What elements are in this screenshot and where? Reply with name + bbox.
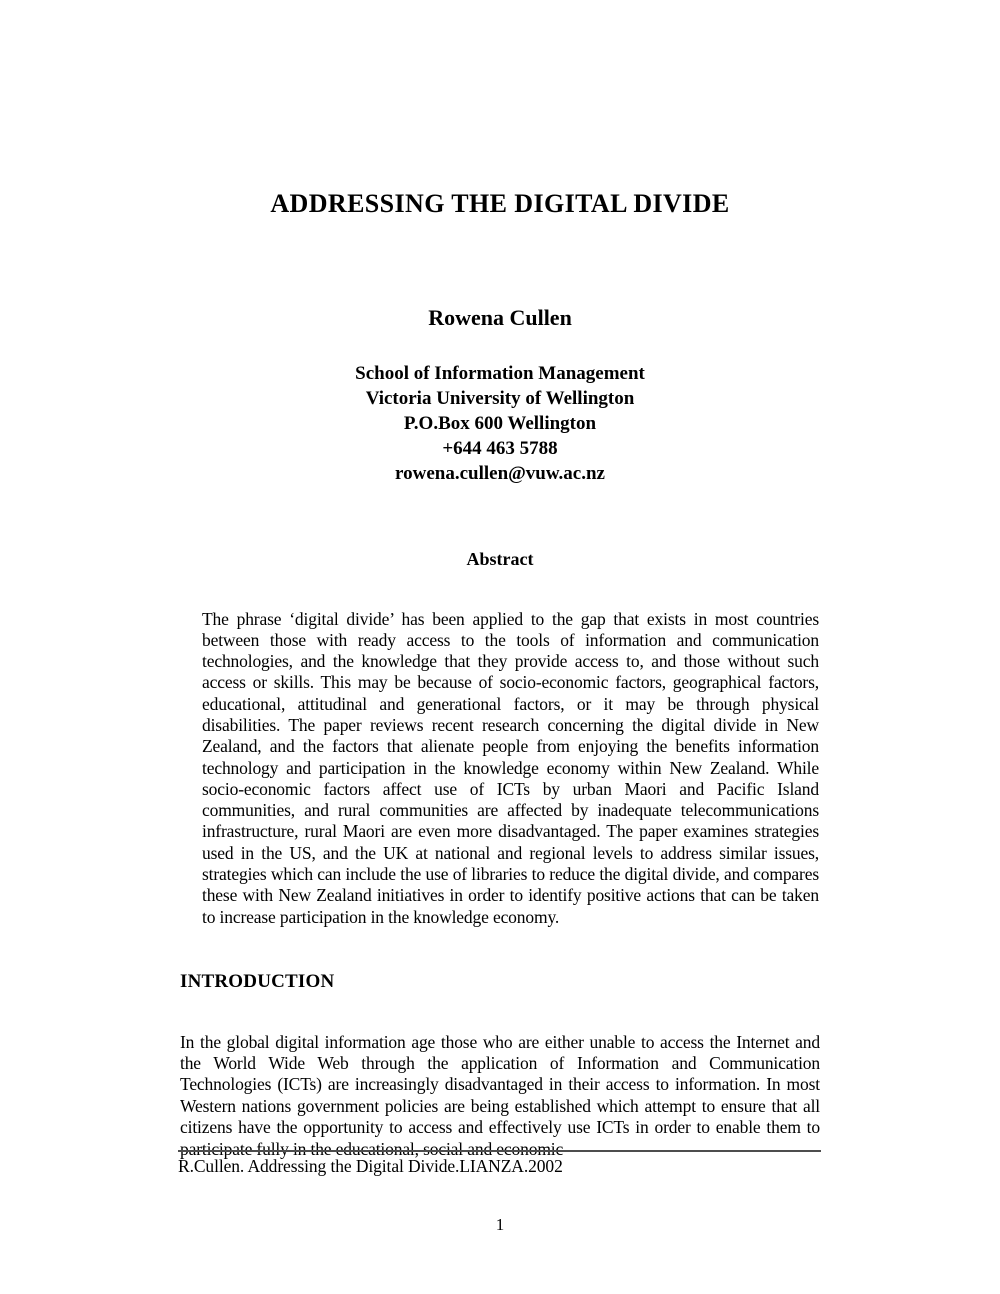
page-number: 1 (495, 1215, 505, 1234)
introduction-heading: INTRODUCTION (180, 971, 335, 992)
footer-separator-rule (178, 1150, 821, 1152)
abstract-paragraph: The phrase ‘digital divide’ has been applied to the gap that exists in most countries between those with ready access to the tools of information and communication technologies, and the knowledge that they provide access to, and those without such access or skills. This may be because of socio-economic factors, geographical factors, educational, attitudinal and generational factors, or it may be through physical disabilities. The paper reviews recent research concerning the digital divide in New Zealand, and the factors that alienate people from enjoying the benefits information technology and participation in the knowledge economy within New Zealand. While socio-economic factors affect use of ICTs by urban Maori and Pacific Island communities, and rural communities are affected by inadequate telecommunications infrastructure, rural Maori are even more disadvantaged. The paper examines strategies used in the US, and the UK at national and regional levels to address similar issues, strategies which can include the use of libraries to reduce the digital divide, and compares these with New Zealand initiatives in order to identify positive actions that can be taken to increase participation in the knowledge economy. (202, 608, 819, 927)
author-name: Rowena Cullen (428, 305, 572, 330)
affiliation-line-university: Victoria University of Wellington (365, 388, 635, 409)
affiliation-line-school: School of Information Management (355, 363, 645, 384)
abstract-heading: Abstract (466, 549, 534, 569)
introduction-paragraph: In the global digital information age those who are either unable to access the Internet and the World Wide Web through the application of Information and Communication Technologies (ICTs) are increasingly disadvantaged in their access to information. In most Western nations government policies are being established which attempt to ensure that all citizens have the opportunity to access and effectively use ICTs in order to enable them to participate fully in the educational, social and economic (180, 1031, 820, 1159)
affiliation-line-email: rowena.cullen@vuw.ac.nz (395, 463, 605, 484)
paper-title: ADDRESSING THE DIGITAL DIVIDE (270, 189, 730, 219)
affiliation-block (0, 361, 1000, 486)
affiliation-line-address: P.O.Box 600 Wellington (403, 413, 597, 434)
running-footer: R.Cullen. Addressing the Digital Divide.LIANZA.2002 (178, 1156, 563, 1176)
affiliation-line-phone: +644 463 5788 (442, 438, 558, 459)
